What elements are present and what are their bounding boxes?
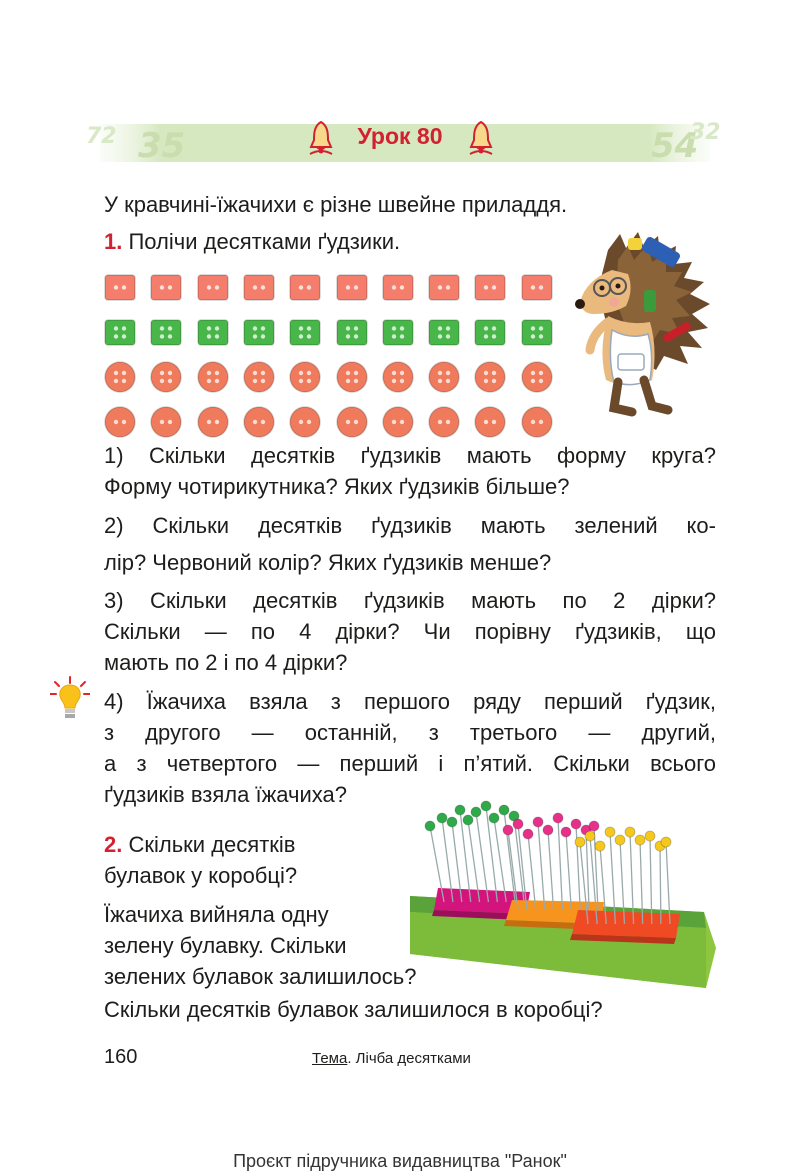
decor-number-left-small: 72 [86,124,117,149]
circle-button-4-holes [103,360,137,394]
task2-line-6: Скільки десятків булавок залишилося в коробці? [104,997,603,1022]
question-1-line-2: Форму чотирикутника? Яких ґудзиків більше? [104,474,570,499]
question-4-line-2: з другого — останній, з третього — другий, [104,720,716,745]
circle-button-2-holes [288,405,322,439]
task2-line-3: Їжачиха вийняла одну [104,902,329,927]
bell-icon-right [468,120,494,156]
square-button-4-holes [103,315,137,349]
publisher-note: Проєкт підручника видавництва "Ранок" [233,1151,567,1171]
pin-head [615,835,625,845]
square-button-4-holes [149,315,183,349]
circle-button-2-holes [242,405,276,439]
pin-head [645,831,655,841]
pin-box-illustration [404,796,724,992]
circle-button-2-holes [520,405,554,439]
circle-button-4-holes [242,360,276,394]
pin-head [575,837,585,847]
question-2-line-1: 2) Скільки десятків ґудзиків мають зелений ко- [104,513,716,538]
question-3-line-3: мають по 2 і по 4 дірки? [104,650,348,675]
pin-head [489,813,499,823]
circle-button-2-holes [381,405,415,439]
question-4-line-4: ґудзиків взяла їжачиха? [104,782,348,807]
pin-head [425,821,435,831]
square-button-4-holes [196,315,230,349]
pin-head [605,827,615,837]
pin-head [595,841,605,851]
task2-number: 2. [104,832,123,857]
circle-button-4-holes [149,360,183,394]
square-button-2-holes [196,270,230,304]
circle-button-2-holes [149,405,183,439]
circle-button-2-holes [473,405,507,439]
task2-text: Скільки десятків [128,832,296,857]
square-button-2-holes [427,270,461,304]
task1-text: Полічи десятками ґудзики. [128,229,401,254]
decor-number-right-small: 32 [690,120,721,145]
circle-button-4-holes [427,360,461,394]
pin-head [585,831,595,841]
pin-head [571,819,581,829]
question-3-line-1: 3) Скільки десятків ґудзиків мають по 2 дірки? [104,588,716,613]
square-button-2-holes [381,270,415,304]
pin-head [523,829,533,839]
decor-number-right: 54 [651,126,699,166]
question-1-line-1: 1) Скільки десятків ґудзиків мають форму круга? [104,443,716,468]
square-button-2-holes [473,270,507,304]
lightbulb-icon [50,676,90,722]
circle-button-4-holes [335,360,369,394]
topic-text: . Лічба десятками [347,1050,471,1067]
pin-head [437,813,447,823]
question-4-line-1: 4) Їжачиха взяла з першого ряду перший ґудзик, [104,689,716,714]
circle-button-4-holes [473,360,507,394]
pin-head [481,801,491,811]
square-button-4-holes [427,315,461,349]
pin-head [499,805,509,815]
intro-text: У кравчині-їжачихи є різне швейне приладдя. [104,192,568,217]
footer-topic [312,1050,471,1067]
task1-number: 1. [104,229,123,254]
circle-button-2-holes [103,405,137,439]
pin-head [533,817,543,827]
topic-label: Тема [312,1050,348,1067]
task2-line-4: зелену булавку. Скільки [104,933,347,958]
question-2-line-2: лір? Червоний колір? Яких ґудзиків менше? [104,550,552,575]
pin-head [635,835,645,845]
circle-button-4-holes [381,360,415,394]
circle-button-4-holes [196,360,230,394]
task2-line-5: зелених булавок залишилось? [104,964,417,989]
square-button-2-holes [149,270,183,304]
circle-button-4-holes [520,360,554,394]
circle-button-2-holes [427,405,461,439]
pin-head [589,821,599,831]
pin-head [553,813,563,823]
pin-head [503,825,513,835]
pin-head [447,817,457,827]
square-button-4-holes [381,315,415,349]
circle-button-2-holes [335,405,369,439]
task2-line-2: булавок у коробці? [104,863,298,888]
pin-head [471,807,481,817]
pin-head [513,819,523,829]
circle-button-4-holes [288,360,322,394]
hedgehog-tailor-illustration [568,230,716,418]
pin-head [661,837,671,847]
square-button-2-holes [520,270,554,304]
square-button-4-holes [335,315,369,349]
decor-number-left: 35 [138,126,186,166]
lesson-title: Урок 80 [357,123,443,149]
pin-head [625,827,635,837]
question-4-line-3: а з четвертого — перший і п’ятий. Скільки всього [104,751,716,776]
square-button-4-holes [520,315,554,349]
pin-head [561,827,571,837]
square-button-4-holes [242,315,276,349]
square-button-2-holes [103,270,137,304]
square-button-4-holes [288,315,322,349]
pin-head [463,815,473,825]
square-button-2-holes [335,270,369,304]
circle-button-2-holes [196,405,230,439]
square-button-4-holes [473,315,507,349]
pin-head [543,825,553,835]
question-3-line-2: Скільки — по 4 дірки? Чи порівну ґудзиків, що [104,619,716,644]
square-button-2-holes [242,270,276,304]
page-number: 160 [104,1046,138,1068]
square-button-2-holes [288,270,322,304]
pin-head [455,805,465,815]
